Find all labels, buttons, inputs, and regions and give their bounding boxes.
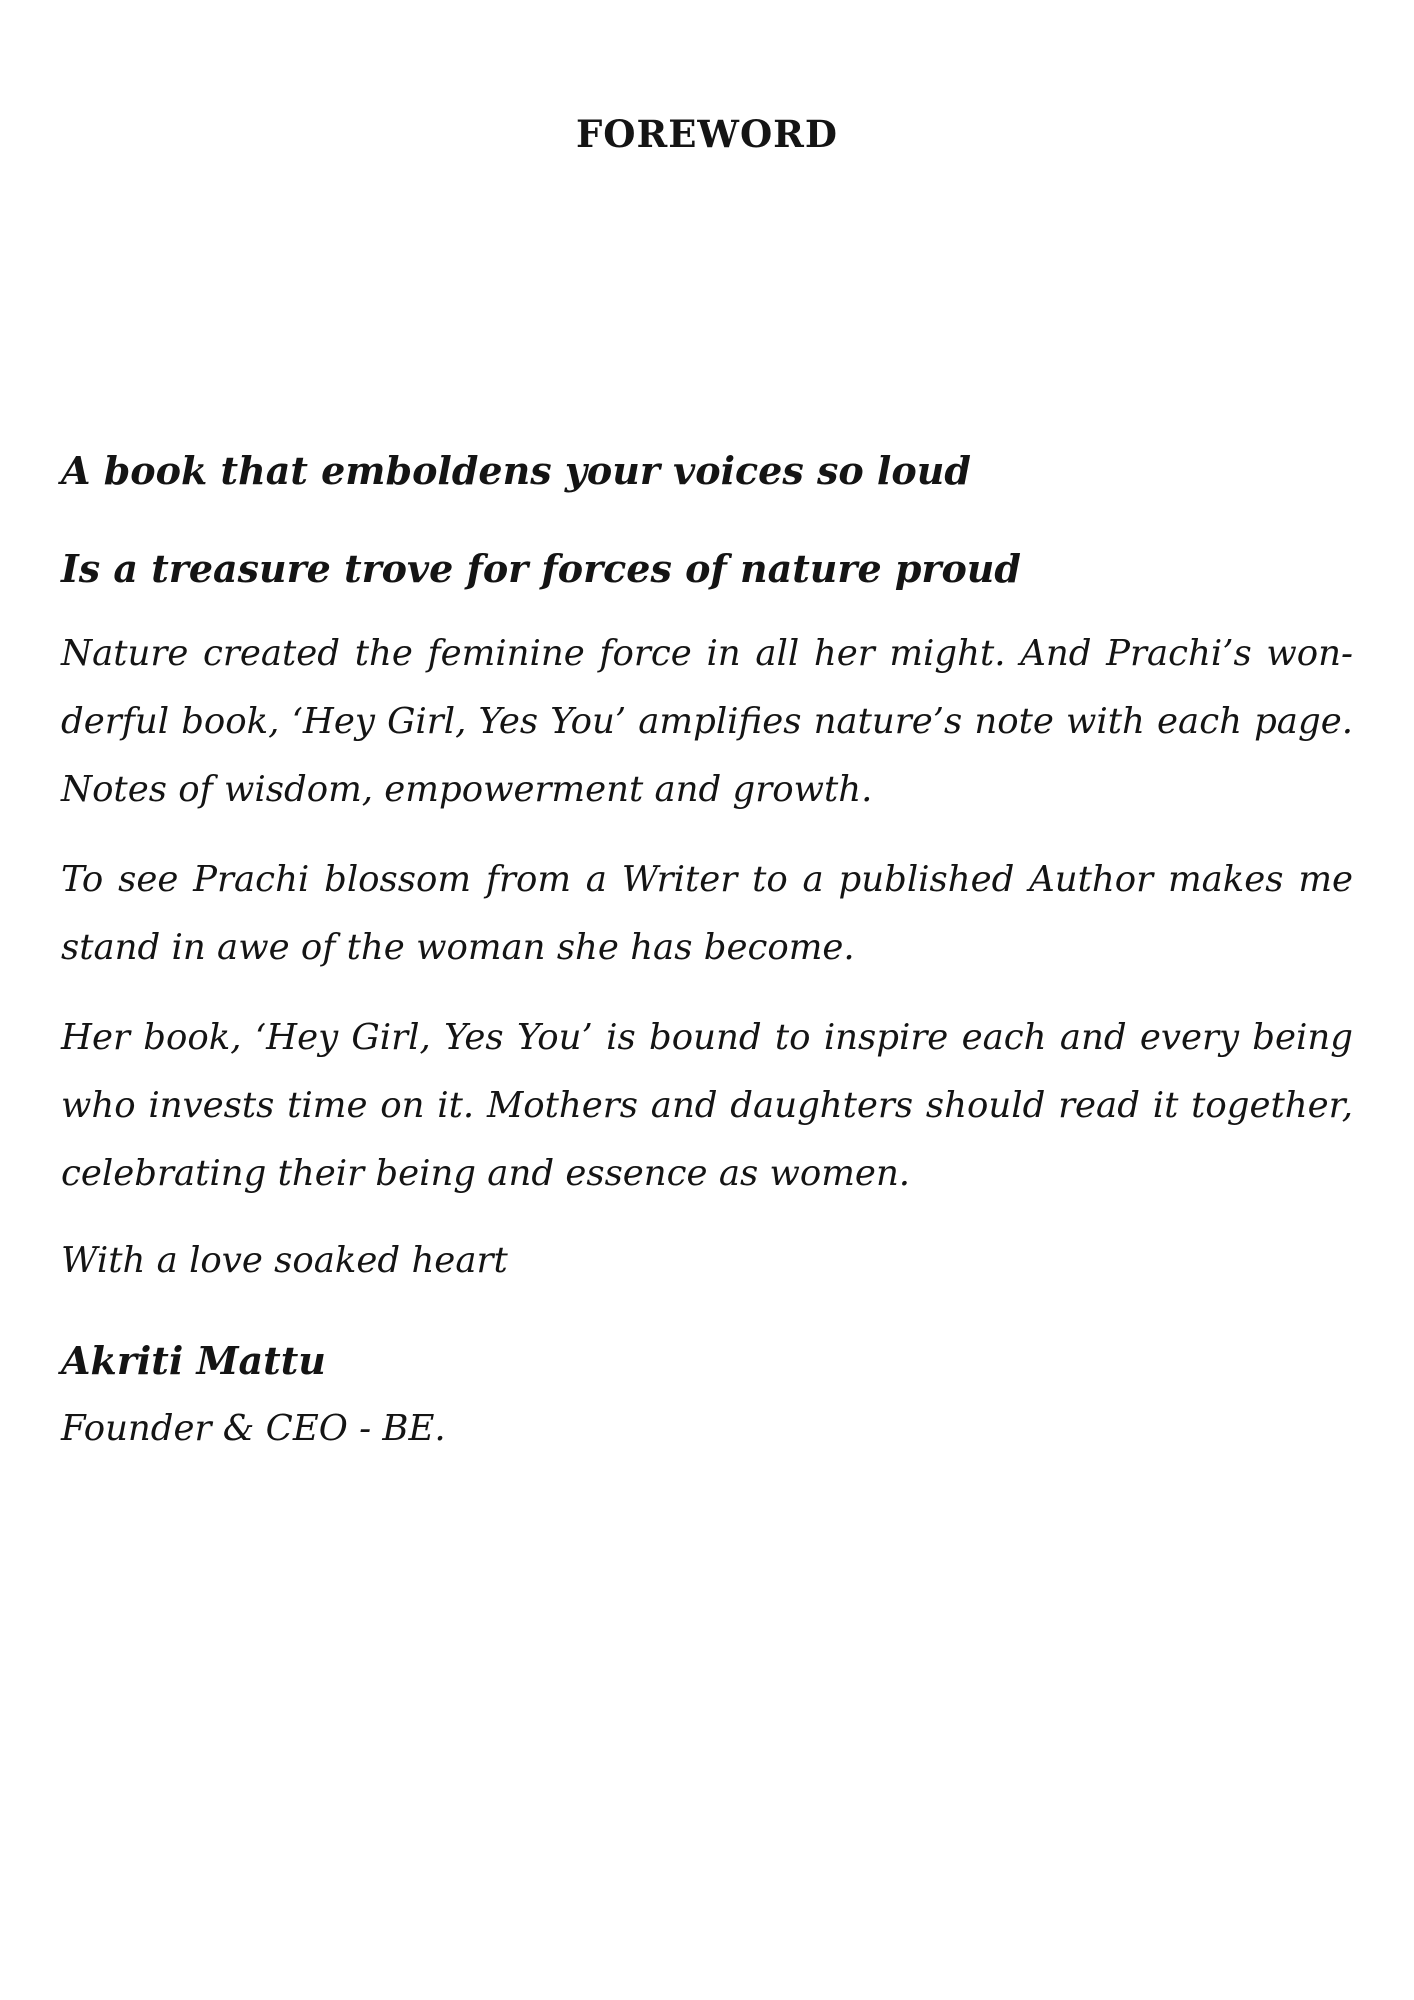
closing-line: With a love soaked heart xyxy=(61,1240,508,1281)
paragraph: Her book, ‘Hey Girl, Yes You’ is bound to inspire each and every being who invests time on it. Mothers and daughters should read it together, celebrating their being and essence as women. xyxy=(61,1017,1353,1194)
page-heading: FOREWORD xyxy=(575,112,839,156)
paragraph: Nature created the feminine force in all her might. And Prachi’s wonderful book, ‘Hey Girl, Yes You’ amplifies nature’s note with each page. Notes of wisdom, empowerment and growth. xyxy=(61,633,1353,810)
foreword-body xyxy=(61,448,1353,1452)
verse-line: Is a treasure trove for forces of nature proud xyxy=(61,546,1021,591)
paragraph: To see Prachi blossom from a Writer to a published Author makes me stand in awe of the woman she has become. xyxy=(61,859,1353,968)
signer-name: Akriti Mattu xyxy=(61,1338,326,1383)
signer-title: Founder & CEO - BE. xyxy=(61,1408,446,1449)
verse-line: A book that emboldens your voices so loud xyxy=(61,448,971,493)
